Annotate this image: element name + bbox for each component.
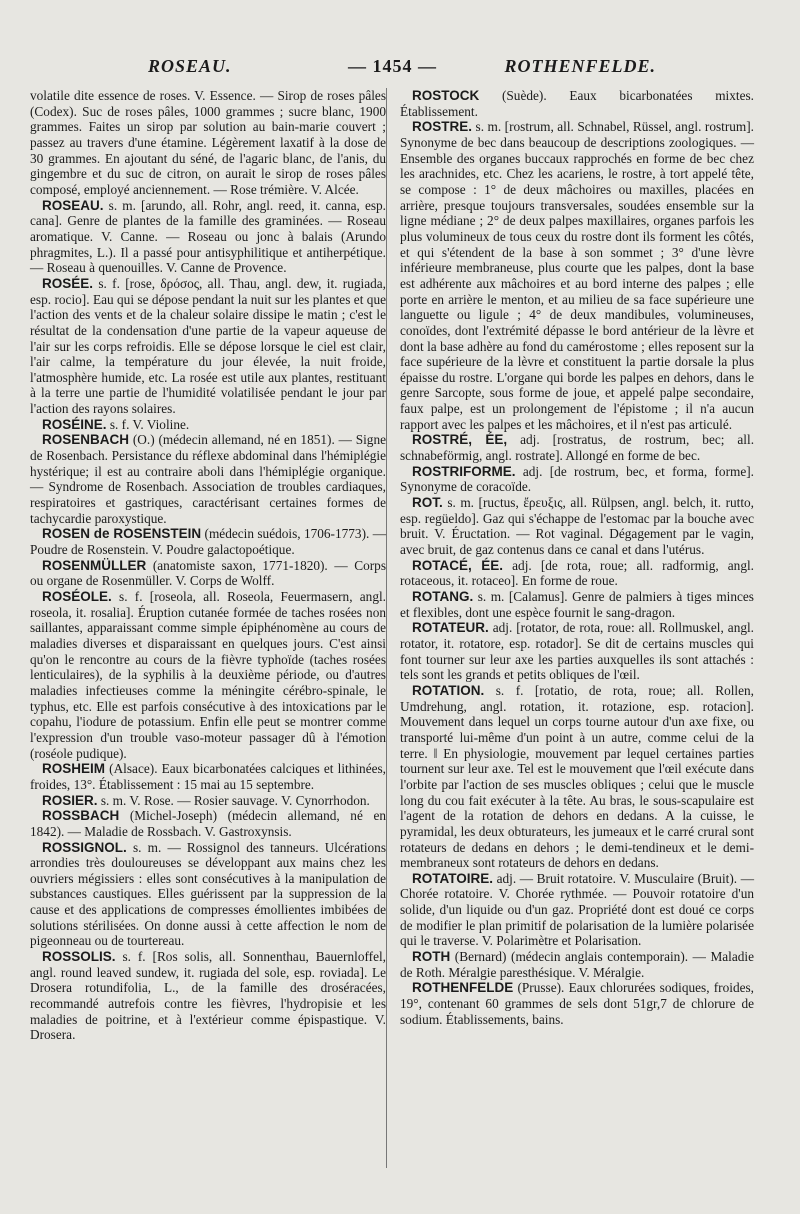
entry (400, 871, 754, 949)
entry (400, 464, 754, 495)
entry-headword: ROSSBACH (42, 808, 120, 824)
entry (400, 620, 754, 683)
entry-headword: ROSHEIM (42, 761, 106, 777)
entry-definition: (Michel-Joseph) (médecin allemand, né en 1842). — Maladie de Rossbach. V. Gastroxynsis. (30, 808, 386, 839)
entry-headword: ROSIER. (42, 792, 98, 808)
entry-headword: ROTANG. (412, 589, 474, 604)
entry-headword: ROTATOIRE. (412, 870, 493, 886)
entry (30, 840, 386, 950)
entry-headword: ROSEAU. (42, 197, 104, 213)
entry-headword: ROTHENFELDE (412, 980, 514, 996)
entry (400, 495, 754, 558)
entry-headword: ROSSOLIS. (42, 949, 116, 965)
entry-definition: (Alsace). Eaux bicarbonatées calciques et lithinées, froides, 13°. Établissement : 15 mai au 15 septembre. (30, 761, 386, 792)
header-left-word: ROSEAU. (148, 56, 232, 76)
entry (400, 949, 754, 980)
page-header (30, 56, 766, 82)
entry-headword: ROTATEUR. (412, 620, 489, 636)
entry-headword: ROSSIGNOL. (42, 839, 127, 855)
entry-definition: s. f. [Ros solis, all. Sonnenthau, Bauernloffel, angl. round leaved sundew, it. rugiada del sole, esp. roviada]. Le Drosera rotundifolia, L., de la famille des droséracées, recommandé autrefois contre les fièvres, l'hydropisie et les maladies de poitrine, et à l'extérieur comme épispastique. V. Drosera. (30, 949, 386, 1043)
page-number: — 1454 — (348, 56, 437, 76)
entry-definition: s. f. [rose, δρόσος, all. Thau, angl. dew, it. rugiada, esp. rocio]. Eau qui se dépose pendant la nuit sur les plantes et que l'action des vents et de la chaleur solaire dissipe le matin ; c'est le résultat de la condensation d'une partie de la vapeur aqueuse de l'air sur les corps refroidis. Elle se dépose lorsque le ciel est clair, l'air calme, la température du jour élevée, la nuit froide, l'atmosphère humide, etc. La rosée est utile aux plantes, restituant à la terre une partie de l'humidité volatilisée pendant le jour par l'action des rayons solaires. (30, 275, 386, 417)
entry-headword: ROSTOCK (412, 88, 480, 103)
entry-headword: ROTACÉ, ÉE. (412, 557, 504, 573)
entry (30, 276, 386, 417)
entry-definition: s. f. [roseola, all. Roseola, Feuermasern, angl. roseola, it. rosalia]. Éruption cutanée formée de taches rosées non saillantes, apparaissant comme simple épiphénomène au cours de maladies diverses et disparaissant en quelques jours. C'est ainsi qu'on le rencontre au cours de la fièvre typhoïde (taches rosées lenticulaires), de la syphilis à la deuxième période, ou d'autres maladies infectieuses comme la méningite cérébro-spinale, le typhus, etc. Elle est parfois consécutive à des intoxications par le copahu, l'iodure de potassium. Enfin elle peut se montrer comme l'expression d'un trouble vaso-moteur passager dû à l'émotion (roséole pudique). (30, 589, 386, 761)
entry (30, 761, 386, 792)
entry (400, 558, 754, 589)
entry-definition: s. m. [arundo, all. Rohr, angl. reed, it. canna, esp. cana]. Genre de plantes de la famille des graminées. — Roseau aromatique. V. Canne. — Roseau ou jonc à balais (Arundo phragmites, L.). Il a passé pour antisyphilitique et antiherpétique. — Roseau à quenouilles. V. Canne de Provence. (30, 197, 386, 276)
entry (30, 949, 386, 1043)
entry-headword: ROSENBACH (42, 432, 130, 448)
entry-headword: ROSÉE. (42, 275, 94, 291)
entry (400, 432, 754, 463)
entry-headword: ROTH (412, 949, 451, 965)
entry-definition: volatile dite essence de roses. V. Essence. — Sirop de roses pâles (Codex). Suc de roses pâles, 1000 grammes ; sucre blanc, 1900 grammes. Faites un sirop par solution au bain-marie couvert ; passez au travers d'une étamine. Légèrement laxatif à la dose de 30 grammes. En ajoutant du séné, de l'agaric blanc, de l'anis, du gingembre et du suc de citron, on aurait le sirop de roses pâles composé, employé anciennement. — Rose trémière. V. Alcée. (30, 88, 386, 197)
entry-definition: s. f. V. Violine. (109, 416, 190, 432)
entry (30, 432, 386, 526)
entry (400, 88, 754, 119)
entry-definition: (Suède). Eaux bicarbonatées mixtes. Établissement. (400, 88, 754, 119)
entry-definition: s. m. [Calamus]. Genre de palmiers à tiges minces et flexibles, dont une espèce fournit le sang-dragon. (400, 589, 754, 620)
entry-definition: (Bernard) (médecin anglais contemporain). — Maladie de Roth. Méralgie paresthésique. V. Méralgie. (400, 949, 755, 980)
entry-definition: adj. — Bruit rotatoire. V. Musculaire (Bruit). — Chorée rotatoire. V. Chorée rythmée. — Pouvoir rotatoire d'un solide, d'un liquide ou d'un gaz. Propriété dont est doué ce corps de modifier le plan primitif de polarisation de la lumière polarisée qui le traverse. V. Polarimètre et Polarisation. (400, 870, 754, 949)
entry-headword: ROT. (412, 495, 443, 511)
entry (400, 980, 754, 1027)
entry (400, 683, 754, 871)
entry-definition: (anatomiste saxon, 1771-1820). — Corps ou organe de Rosenmüller. V. Corps de Wolff. (30, 557, 386, 589)
entry-headword: ROSÉOLE. (42, 589, 112, 604)
left-column (30, 88, 386, 1043)
entry-definition: adj. [rostratus, de rostrum, bec; all. schnabeförmig, angl. rostrate]. Allongé en forme de bec. (400, 432, 755, 464)
right-column (400, 88, 754, 1027)
entry-headword: ROSENMÜLLER (42, 557, 147, 573)
entry-definition: s. m. — Rossignol des tanneurs. Ulcérations arrondies très douloureuses se développant aux mains chez les ouvriers mégissiers : elles sont consécutives à la manipulation de substances caustiques. Elles guérissent par la suppression de la cause et des applications de compresses émollientes imbibées de solutions stérilisées. On donne aussi à cette affection le nom de pigeonneau ou de tourtereau. (30, 839, 386, 949)
entry-headword: ROSTRE. (412, 119, 473, 135)
entry (30, 558, 386, 589)
entry (30, 589, 386, 761)
entry-headword: ROTATION. (412, 682, 485, 698)
entry-headword: ROSTRÉ, ÉE, (412, 432, 508, 448)
entry-definition: adj. [de rostrum, bec, et forma, forme]. Synonyme de coracoïde. (400, 463, 754, 495)
entry-definition: adj. [rotator, de rota, roue: all. Rollmuskel, angl. rotator, it. rotatore, esp. rotador]. Se dit de certains muscles qui font tourner sur leur axe les parties auxquelles ils sont attachés : tels sont les grands et petits obliques de l'œil. (400, 620, 755, 683)
entry (30, 793, 386, 809)
entry-definition: s. m. V. Rose. — Rosier sauvage. V. Cynorrhodon. (100, 792, 370, 808)
entry (30, 198, 386, 276)
entry-definition: s. m. [ructus, ἔρευξις, all. Rülpsen, angl. belch, it. rutto, esp. regüeldo]. Gaz qui s'échappe de l'estomac par la bouche avec bruit. V. Éructation. — Rot vaginal. Dégagement par le vagin, avec bruit, de gaz contenus dans ce canal et dans l'utérus. (400, 495, 755, 558)
column-divider (386, 88, 387, 1168)
entry-definition: adj. [de rota, roue; all. radformig, angl. rotaceous, it. rotaceo]. En forme de roue. (400, 557, 754, 589)
entry (30, 808, 386, 839)
entry (30, 526, 386, 557)
entry-headword: ROSÉINE. (42, 416, 107, 432)
entry (400, 119, 754, 432)
entry-definition: (Prusse). Eaux chlorurées sodiques, froides, 19°, contenant 60 grammes de sels dont 51gr,7 de chlorure de sodium. Établissements, bains. (400, 980, 755, 1027)
entry (30, 417, 386, 433)
entry-definition: (médecin suédois, 1706-1773). — Poudre de Rosenstein. V. Poudre galactopoétique. (30, 526, 387, 558)
entry-definition: (O.) (médecin allemand, né en 1851). — Signe de Rosenbach. Persistance du réflexe abdominal dans l'hémiplégie hystérique; il est au contraire aboli dans l'hémiplégie organique. — Syndrome de Rosenbach. Association de troubles cardiaques, respiratoires et gastriques, caractérisant certaines formes de tachycardie paroxystique. (30, 432, 387, 526)
entry-headword: ROSEN de ROSENSTEIN (42, 526, 202, 542)
entry-definition: s. m. [rostrum, all. Schnabel, Rüssel, angl. rostrum]. Synonyme de bec dans beaucoup de descriptions zoologiques. — Ensemble des organes buccaux rapprochés en forme de bec chez les arachnides, etc. Chez les acariens, le rostre, à tort appelé tête, se compose : 1° de deux mâchoires ou maxilles, placées en arrière, presque toujours transversales, soudées ensemble sur la ligne médiane ; 2° de deux palpes maxillaires, organes parfois les plus volumineux de tous ceux du rostre dont ils forment les côtés, et qui s'étendent de la base à son sommet ; 3° d'une lèvre inférieure membraneuse, plus courte que les palpes, dont la base est adhérente aux mâchoires et au bord interne des palpes ; elle porte en arrière le menton, et au milieu de sa face supérieure une languette ou ligule ; 4° de deux mandibules, volumineuses, conoïdes, dont l'extrémité dépasse le bord antérieur de la lèvre et dont la base adhère au fond du camérostome ; elles reposent sur la face supérieure de la lèvre et constituent la partie dorsale la plus épaisse du rostre. L'organe qui borde les palpes en dehors, dans le genre Sarcopte, sous forme de joue, et appelé palpe secondaire, faux palpe, est un prolongement de l'épistome ; il n'a aucun rapport avec les palpes et les mâchoires, et il n'est pas articulé. (400, 119, 755, 432)
entry-headword: ROSTRIFORME. (412, 463, 516, 479)
entry-definition: s. f. [rotatio, de rota, roue; all. Rollen, Umdrehung, angl. rotation, it. rotazione, esp. rotacion]. Mouvement dans lequel un corps tourne autour d'un axe fixe, ou transporté lui-même d'un point à un autre, comme celui de la terre. ‖ En physiologie, mouvement par lequel certaines parties tournent sur leur axe. Tel est le mouvement que l'œil exécute dans l'orbite par l'action de ses muscles obliques ; celui que le muscle long du cou fait exécuter à la tête. Au bras, le sous-scapulaire est l'agent de la rotation de dehors en dedans. A la cuisse, le pyramidal, les deux obturateurs, les jumeaux et le carré crural sont rotateurs de dedans en dehors ; le demi-tendineux et le demi-membraneux sont rotateurs de dehors en dedans. (400, 682, 755, 871)
header-right-word: ROTHENFELDE. (504, 56, 656, 76)
entry (30, 88, 386, 198)
entry (400, 589, 754, 620)
